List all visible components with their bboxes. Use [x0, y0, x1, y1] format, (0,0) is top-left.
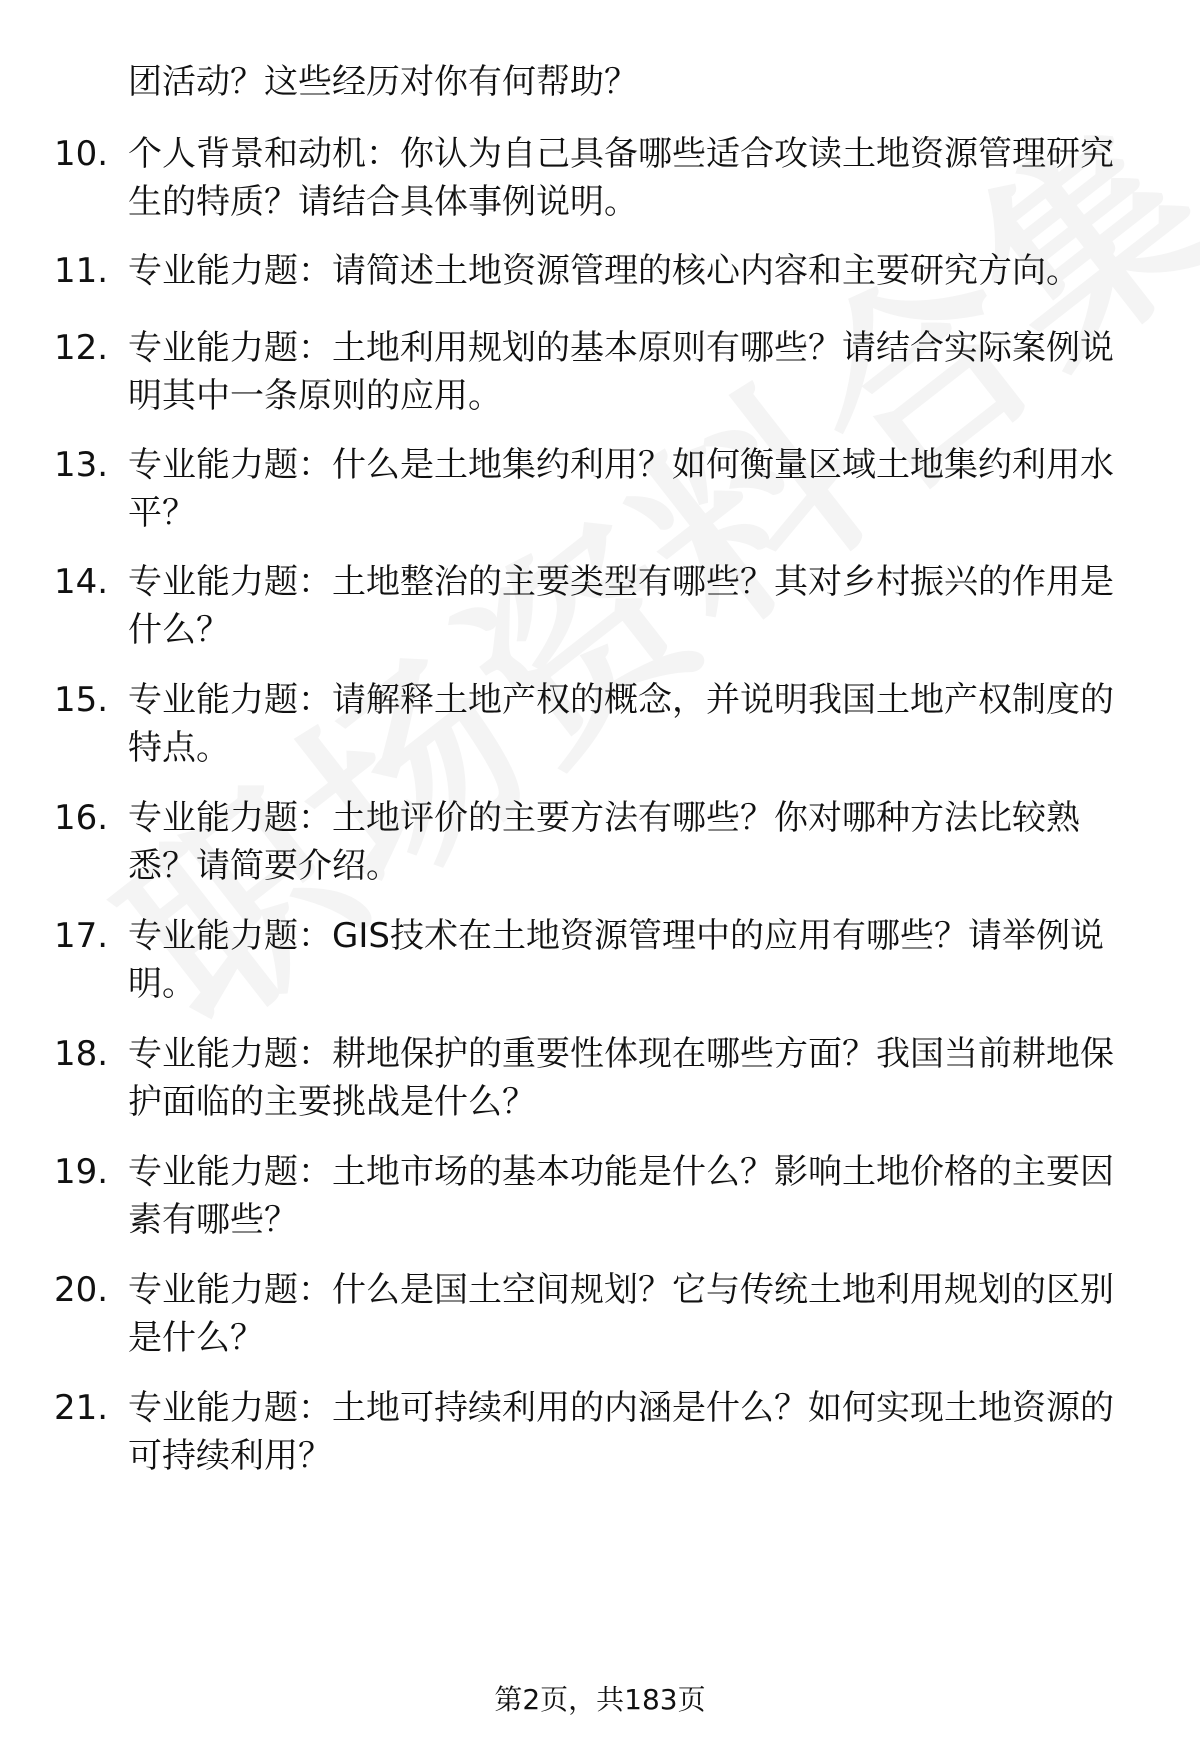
question-item-14 — [54, 558, 1144, 654]
question-text: 专业能力题：什么是土地集约利用？如何衡量区域土地集约利用水平？ — [128, 445, 1114, 533]
question-number: 14. — [54, 562, 109, 602]
question-item-17 — [54, 912, 1144, 1008]
question-number: 21. — [54, 1388, 109, 1428]
question-text: 专业能力题：耕地保护的重要性体现在哪些方面？我国当前耕地保护面临的主要挑战是什么？ — [128, 1034, 1114, 1122]
question-number: 18. — [54, 1034, 109, 1074]
question-item-19 — [54, 1148, 1144, 1244]
question-item-21 — [54, 1384, 1144, 1480]
question-item-12 — [54, 324, 1144, 420]
question-item-18 — [54, 1030, 1144, 1126]
question-item-11 — [54, 247, 1144, 295]
question-text: 专业能力题：请简述土地资源管理的核心内容和主要研究方向。 — [128, 251, 1080, 291]
question-number: 13. — [54, 445, 109, 485]
question-text: 专业能力题：土地利用规划的基本原则有哪些？请结合实际案例说明其中一条原则的应用。 — [128, 328, 1114, 416]
question-item-13 — [54, 441, 1144, 537]
question-text: 专业能力题：什么是国土空间规划？它与传统土地利用规划的区别是什么？ — [128, 1270, 1114, 1358]
question-number: 16. — [54, 798, 109, 838]
question-number: 19. — [54, 1152, 109, 1192]
question-text: 专业能力题：土地评价的主要方法有哪些？你对哪种方法比较熟悉？请简要介绍。 — [128, 798, 1080, 886]
question-text: 专业能力题：土地整治的主要类型有哪些？其对乡村振兴的作用是什么？ — [128, 562, 1114, 650]
question-number: 15. — [54, 680, 109, 720]
page-footer: 第2页，共183页 — [494, 1683, 706, 1716]
question-text: 专业能力题：GIS技术在土地资源管理中的应用有哪些？请举例说明。 — [128, 916, 1104, 1004]
question-item-10 — [54, 130, 1144, 226]
question-number: 11. — [54, 251, 109, 291]
question-text: 专业能力题：请解释土地产权的概念，并说明我国土地产权制度的特点。 — [128, 680, 1114, 768]
question-item-16 — [54, 794, 1144, 890]
question-item-15 — [54, 676, 1144, 772]
question-number: 10. — [54, 134, 109, 174]
question-text: 个人背景和动机：你认为自己具备哪些适合攻读土地资源管理研究生的特质？请结合具体事例说明。 — [128, 134, 1114, 222]
question-number: 12. — [54, 328, 109, 368]
question-number: 20. — [54, 1270, 109, 1310]
question-item-20 — [54, 1266, 1144, 1362]
question-number: 17. — [54, 916, 109, 956]
question-text: 专业能力题：土地可持续利用的内涵是什么？如何实现土地资源的可持续利用？ — [128, 1388, 1114, 1476]
question-text: 专业能力题：土地市场的基本功能是什么？影响土地价格的主要因素有哪些？ — [128, 1152, 1114, 1240]
continued-question-text: 团活动？这些经历对你有何帮助？ — [128, 62, 638, 102]
